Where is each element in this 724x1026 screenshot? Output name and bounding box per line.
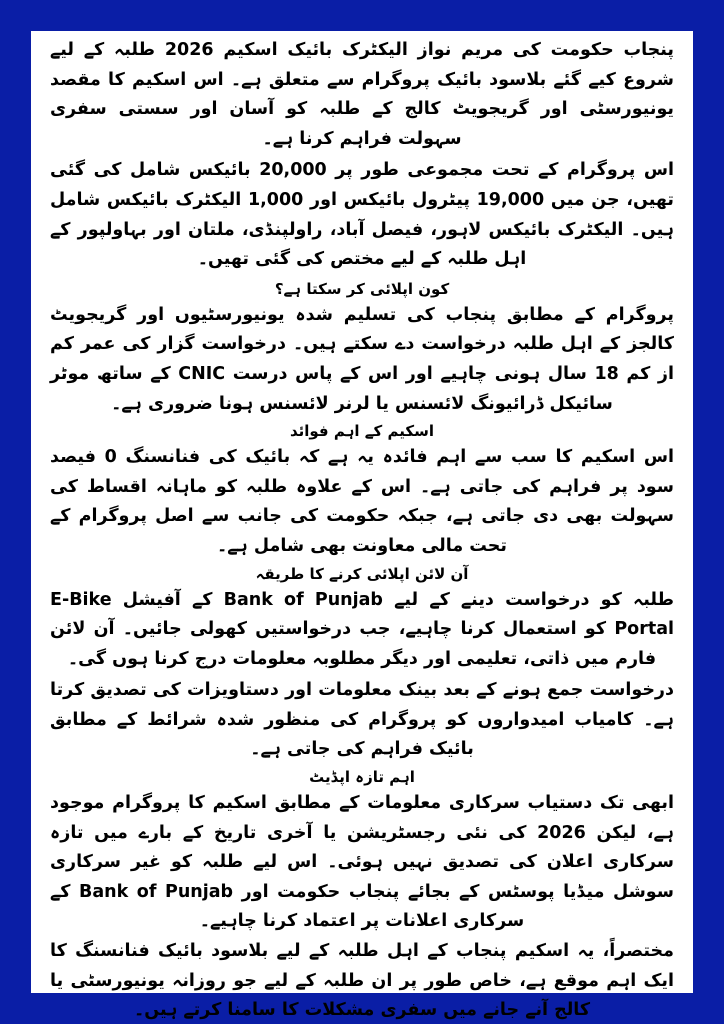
verification-paragraph: درخواست جمع ہونے کے بعد بینک معلومات اور دستاویزات کی تصدیق کرتا ہے۔ کامیاب امیدواروں کو پروگرام کی منظور شدہ شرائط کے مطابق بائیک فراہم کی جاتی ہے۔: [50, 680, 674, 760]
benefits-paragraph: اس اسکیم کا سب سے اہم فائدہ یہ ہے کہ بائیک کی فنانسنگ 0 فیصد سود پر فراہم کی جاتی ہے۔ اس کے علاوہ طلبہ کو ماہانہ اقساط کی سہولت بھی دی جاتی ہے، جبکہ حکومت کی جانب سے اصل پروگرام کے تحت مالی معاونت بھی شامل ہے۔: [50, 447, 674, 556]
eligibility-heading: کون اپلائی کر سکتا ہے؟: [274, 279, 450, 298]
latest-update-paragraph: ابھی تک دستیاب سرکاری معلومات کے مطابق اسکیم کا پروگرام موجود ہے، لیکن 2026 کی نئی رجسٹریشن یا آخری تاریخ کے بارے میں تازہ سرکاری اعلان کی تصدیق نہیں ہوئی۔ اس لیے طلبہ کو غیر سرکاری سوشل میڈیا پوسٹس کے بجائے پنجاب حکومت اور Bank of Punjab کے سرکاری اعلانات پر اعتماد کرنا چاہیے۔: [50, 793, 674, 932]
apply-online-heading: آن لائن اپلائی کرنے کا طریقہ: [255, 564, 469, 583]
bike-count-paragraph: اس پروگرام کے تحت مجموعی طور پر 20,000 بائیکس شامل کی گئی تھیں، جن میں 19,000 پیٹرول بائیکس اور 1,000 الیکٹرک بائیکس شامل ہیں۔ الیکٹرک بائیکس لاہور، فیصل آباد، راولپنڈی، ملتان اور بہاولپور کے اہل طلبہ کے لیے مختص کی گئی تھیں۔: [50, 160, 674, 270]
eligibility-paragraph: پروگرام کے مطابق پنجاب کی تسلیم شدہ یونیورسٹیوں اور گریجویٹ کالجز کے اہل طلبہ درخواست دے سکتے ہیں۔ درخواست گزار کی عمر کم از کم 18 سال ہونی چاہیے اور اس کے پاس درست CNIC کے ساتھ موٹر سائیکل ڈرائیونگ لائسنس یا لرنر لائسنس ہونا ضروری ہے۔: [50, 304, 674, 414]
apply-online-paragraph: طلبہ کو درخواست دینے کے لیے Bank of Punjab کے آفیشل E-Bike Portal کو استعمال کرنا چاہیے، جب درخواستیں کھولی جائیں۔ آن لائن فارم میں ذاتی، تعلیمی اور دیگر مطلوبہ معلومات درج کرنا ہوں گی۔: [50, 589, 674, 669]
article-body: [50, 36, 674, 1021]
intro-paragraph: پنجاب حکومت کی مریم نواز الیکٹرک بائیک اسکیم 2026 طلبہ کے لیے شروع کیے گئے بلاسود بائیک پروگرام سے متعلق ہے۔ اس اسکیم کا مقصد یونیورسٹی اور گریجویٹ کالج کے طلبہ کو آسان اور سستی سفری سہولت فراہم کرنا ہے۔: [50, 40, 674, 149]
summary-paragraph: مختصراً، یہ اسکیم پنجاب کے اہل طلبہ کے لیے بلاسود بائیک فنانسنگ کا ایک اہم موقع ہے، خاص طور پر ان طلبہ کے لیے جو روزانہ یونیورسٹی یا کالج آنے جانے میں سفری مشکلات کا سامنا کرتے ہیں۔: [50, 941, 674, 1021]
benefits-heading: اسکیم کے اہم فوائد: [289, 422, 435, 441]
latest-update-heading: اہم تازہ اپڈیٹ: [309, 768, 415, 787]
